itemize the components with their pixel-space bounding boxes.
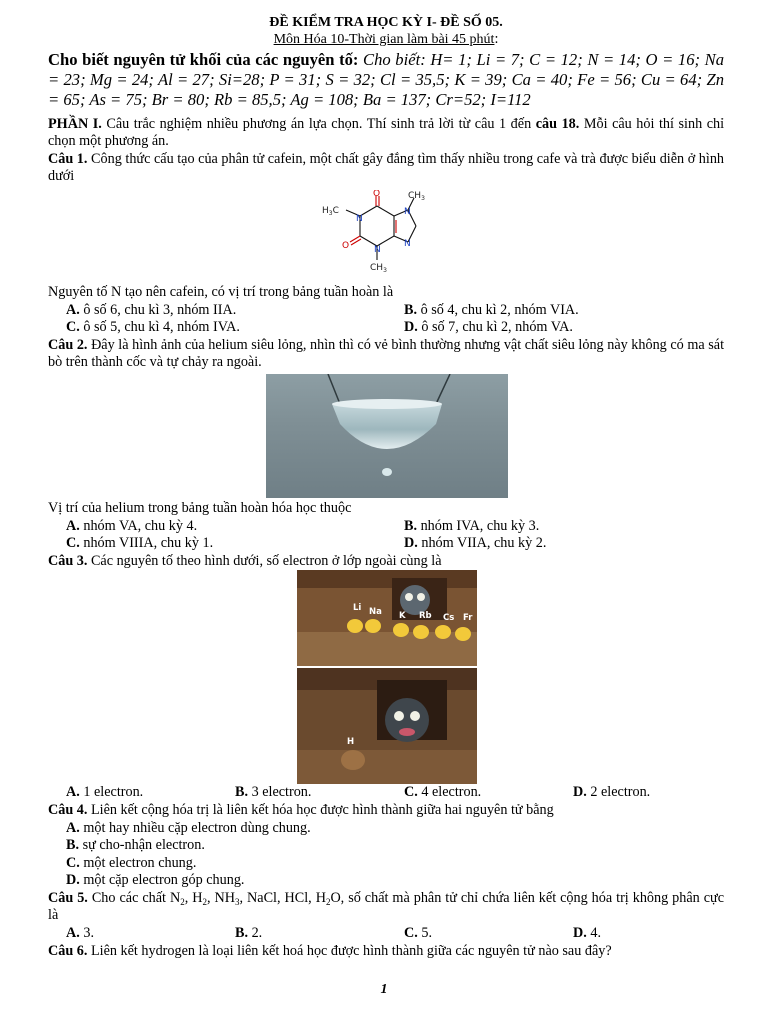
svg-text:O: O [373,189,381,199]
question-2-options-row-1 [48,518,724,536]
caffeine-molecule-diagram [302,190,442,284]
svg-text:CH3: $CH_3$ [370,262,387,274]
svg-text:N: N [356,213,363,224]
option-3d: D. 2 electron. [573,784,651,801]
option-4d: D. một cặp electron góp chung. [66,872,245,889]
svg-text:H3C: $H_3C$ [322,205,339,217]
question-1-options-row-1 [48,302,724,320]
option-3a: A. 1 electron. [66,784,144,801]
caffeine-structure [48,190,724,286]
question-2: Câu 2. Đây là hình ảnh của helium siêu lỏng, nhìn thì có vẻ bình thường nhưng vật chất siêu lỏng này không có ma sát bò trên thành cốc và tự chảy ra ngoài. [48,336,725,371]
svg-text:Na: Na [369,607,382,618]
option-5b: B. 2. [235,925,263,942]
svg-text:N: N [404,238,411,249]
option-5c: C. 5. [404,925,432,942]
option-5d: D. 4. [573,925,601,942]
option-3c: C. 4 electron. [404,784,482,801]
atomic-lead: Cho biết nguyên tử khối của các nguyên tố: [48,49,359,69]
svg-text:H: H [347,737,355,748]
option-4a: A. một hay nhiều cặp electron dùng chung. [66,819,311,836]
tom-and-jerry-meme [297,570,477,784]
question-1-stem: Nguyên tố N tạo nên cafein, có vị trí trong bảng tuần hoàn là [48,283,394,300]
helium-cup-illustration [266,374,508,498]
exam-subtitle: Môn Hóa 10-Thời gian làm bài 45 phút [273,32,495,47]
question-6: Câu 6. Liên kết hydrogen là loại liên kết hoá học được hình thành giữa các nguyên tử nào sau đây? [48,942,612,959]
part1-intro: PHẦN I. Câu trắc nghiệm nhiều phương án lựa chọn. Thí sinh trả lời từ câu 1 đến câu 18. Mỗi câu hỏi thí sinh chỉ chọn một phương án. [48,115,725,150]
option-1c: C. ô số 5, chu kì 4, nhóm IVA. [66,319,240,336]
exam-page [48,14,724,960]
atomic-values: Cho biết: H= 1; Li = 7; C = 12; N = 14; O = 16; Na = 23; Mg = 24; Al = 27; Si=28; P = 31; S = 32; Cl = 35,5; K = 39; Ca = 40; Fe = 56; Cu = 64; Zn = 65; As = 75; Br = 80; Rb = 85,5; Ag = 108; Ba = 137; Cr=52; I=112 [48,49,724,109]
question-3-options [48,784,724,802]
question-2-options-row-2 [48,535,724,553]
svg-text:N: N [374,244,381,255]
exam-title: ĐỀ KIỂM TRA HỌC KỲ I- ĐỀ SỐ 05. [269,15,503,30]
option-2c: C. nhóm VIIIA, chu kỳ 1. [66,535,214,552]
option-3b: B. 3 electron. [235,784,312,801]
option-2a: A. nhóm VA, chu kỳ 4. [66,517,198,534]
page-number: 1 [380,982,388,997]
alkali-metals-cartoon [297,570,477,784]
svg-text:CH3: $CH_3$ [408,190,425,202]
question-5-options [48,925,724,943]
question-3: Câu 3. Các nguyên tố theo hình dưới, số electron ở lớp ngoài cùng là [48,552,442,569]
option-2b: B. nhóm IVA, chu kỳ 3. [404,517,540,534]
option-4b: B. sự cho-nhận electron. [66,837,205,854]
question-4: Câu 4. Liên kết cộng hóa trị là liên kết hóa học được hình thành giữa hai nguyên tử bằng [48,801,554,818]
question-2-stem: Vị trí của helium trong bảng tuần hoàn hóa học thuộc [48,499,352,516]
option-1a: A. ô số 6, chu kì 3, nhóm IIA. [66,301,237,318]
option-5a: A. 3. [66,925,94,942]
question-1-options-row-2 [48,319,724,337]
option-2d: D. nhóm VIIA, chu kỳ 2. [404,535,547,552]
svg-text:Fr: Fr [463,613,473,624]
svg-text:Cs: Cs [443,613,455,624]
option-1d: D. ô số 7, chu kì 2, nhóm VA. [404,319,573,336]
superfluid-helium-photo [266,374,508,498]
svg-text:Rb: Rb [419,611,432,622]
question-1: Câu 1. Công thức cấu tạo của phân tử cafein, một chất gây đắng tìm thấy nhiều trong cafe và trà được biểu diễn ở hình dưới [48,150,725,185]
svg-text:Li: Li [353,603,362,614]
question-5: Câu 5. Cho các chất $N_2$, $H_2$, $NH_3$, NaCl, HCl, $H_2O$, số chất mà phân tử chỉ chứa liên kết cộng hóa trị không phân cực là [48,889,725,924]
exam-subtitle-line: Môn Hóa 10-Thời gian làm bài 45 phút: [273,31,499,47]
svg-text:O: O [342,240,350,251]
atomic-masses [48,50,724,110]
option-1b: B. ô số 4, chu kì 2, nhóm VIA. [404,301,579,318]
option-4c: C. một electron chung. [66,854,197,871]
svg-text:K: K [399,611,406,622]
svg-text:N: N [404,206,411,217]
